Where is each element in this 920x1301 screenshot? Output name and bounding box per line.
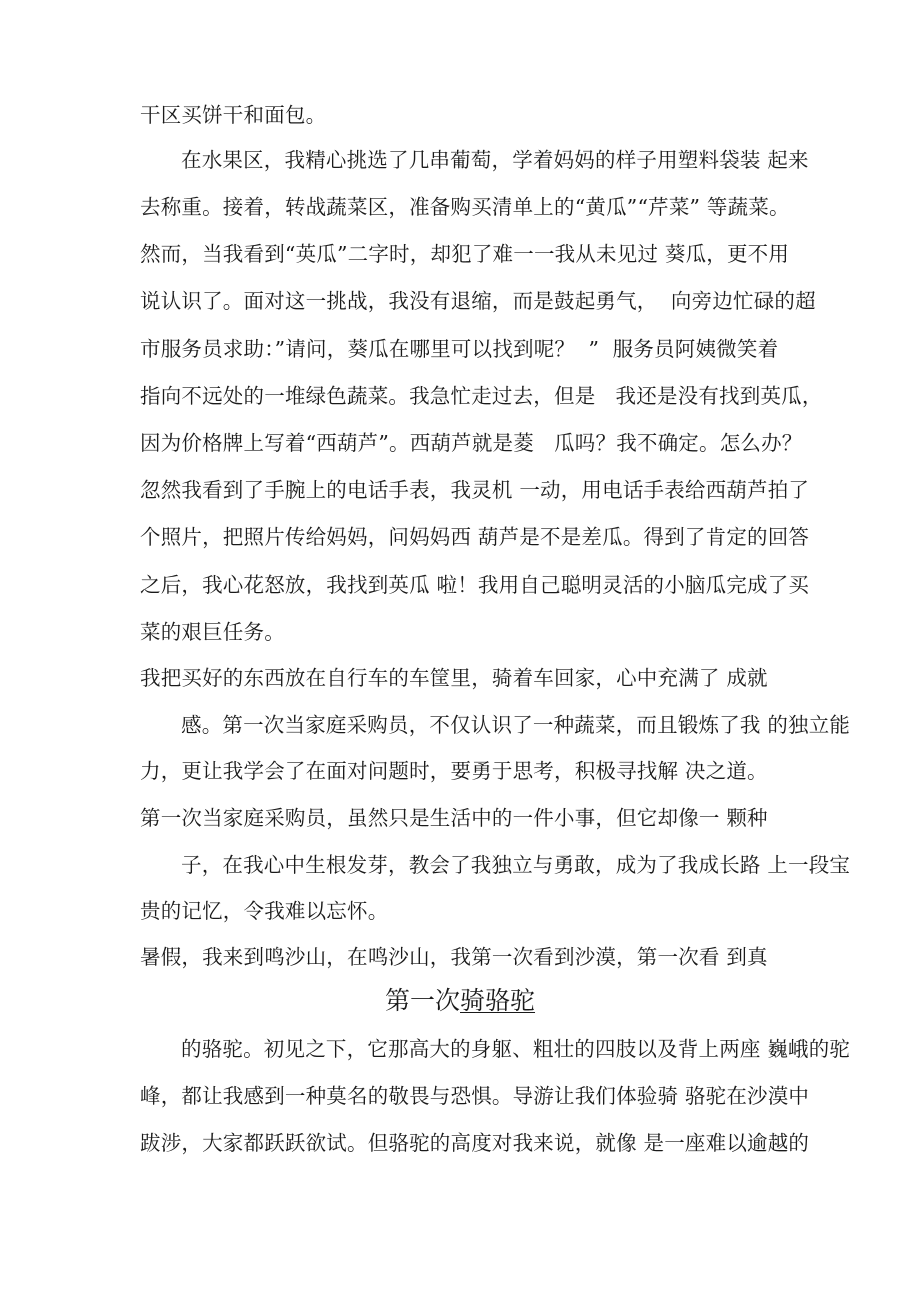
- text-line: 跋涉，大家都跃跃欲试。但骆驼的高度对我来说，就像 是一座难以逾越的: [140, 1131, 810, 1155]
- text-line: 贵的记忆，令我难以忘怀。: [140, 899, 389, 923]
- text-line: 干区买饼干和面包。: [140, 103, 327, 127]
- text-line: 说认识了。面对这一挑战，我没有退缩，而是鼓起勇气， 向旁边忙碌的超: [140, 289, 816, 313]
- text-line: 然而，当我看到“英瓜”二字时，却犯了难一一我从未见过 葵瓜，更不用: [140, 242, 790, 266]
- section-title-part: 第一次: [384, 986, 460, 1015]
- section-title: [0, 985, 920, 1017]
- text-line: 忽然我看到了手腕上的电话手表，我灵机 一动，用电话手表给西葫芦拍了: [140, 478, 810, 502]
- text-line: 力，更让我学会了在面对问题时，要勇于思考，积极寻找解 决之道。: [140, 759, 768, 783]
- text-line: 个照片，把照片传给妈妈，问妈妈西 葫芦是不是差瓜。得到了肯定的回答: [140, 525, 810, 549]
- text-line: 的骆驼。初见之下，它那高大的身躯、粗壮的四肢以及背上两座 巍峨的驼: [181, 1037, 851, 1061]
- text-line: 子，在我心中生根发芽，教会了我独立与勇敢，成为了我成长路 上一段宝: [181, 853, 851, 877]
- text-line: 第一次当家庭采购员，虽然只是生活中的一件小事，但它却像一 颗种: [140, 806, 768, 830]
- text-line: 峰，都让我感到一种莫名的敬畏与恐惧。导游让我们体验骑 骆驼在沙漠中: [140, 1084, 810, 1108]
- text-line: 在水果区，我精心挑选了几串葡萄，学着妈妈的样子用塑料袋装 起来: [181, 148, 809, 172]
- section-title-underlined: 骑骆驼: [460, 986, 536, 1015]
- text-line: 菜的艰巨任务。: [140, 620, 285, 644]
- text-line: 感。第一次当家庭采购员，不仅认识了一种蔬菜，而且锻炼了我 的独立能: [181, 713, 851, 737]
- text-line: 去称重。接着，转战蔬菜区，准备购买清单上的“黄瓜”“芹菜” 等蔬菜。: [140, 195, 790, 219]
- text-line: 市服务员求助：”请问，葵瓜在哪里可以找到呢？ ” 服务员阿姨微笑着: [140, 337, 779, 361]
- text-line: 暑假，我来到鸣沙山，在鸣沙山，我第一次看到沙漠，第一次看 到真: [140, 945, 768, 969]
- text-line: 因为价格牌上写着“西葫芦”。西葫芦就是菱 瓜吗？我不确定。怎么办？: [140, 431, 803, 455]
- text-line: 我把买好的东西放在自行车的车筐里，骑着车回家，心中充满了 成就: [140, 666, 768, 690]
- text-line: 之后，我心花怒放，我找到英瓜 啦！我用自己聪明灵活的小脑瓜完成了买: [140, 573, 810, 597]
- text-line: 指向不远处的一堆绿色蔬菜。我急忙走过去，但是 我还是没有找到英瓜，: [140, 384, 823, 408]
